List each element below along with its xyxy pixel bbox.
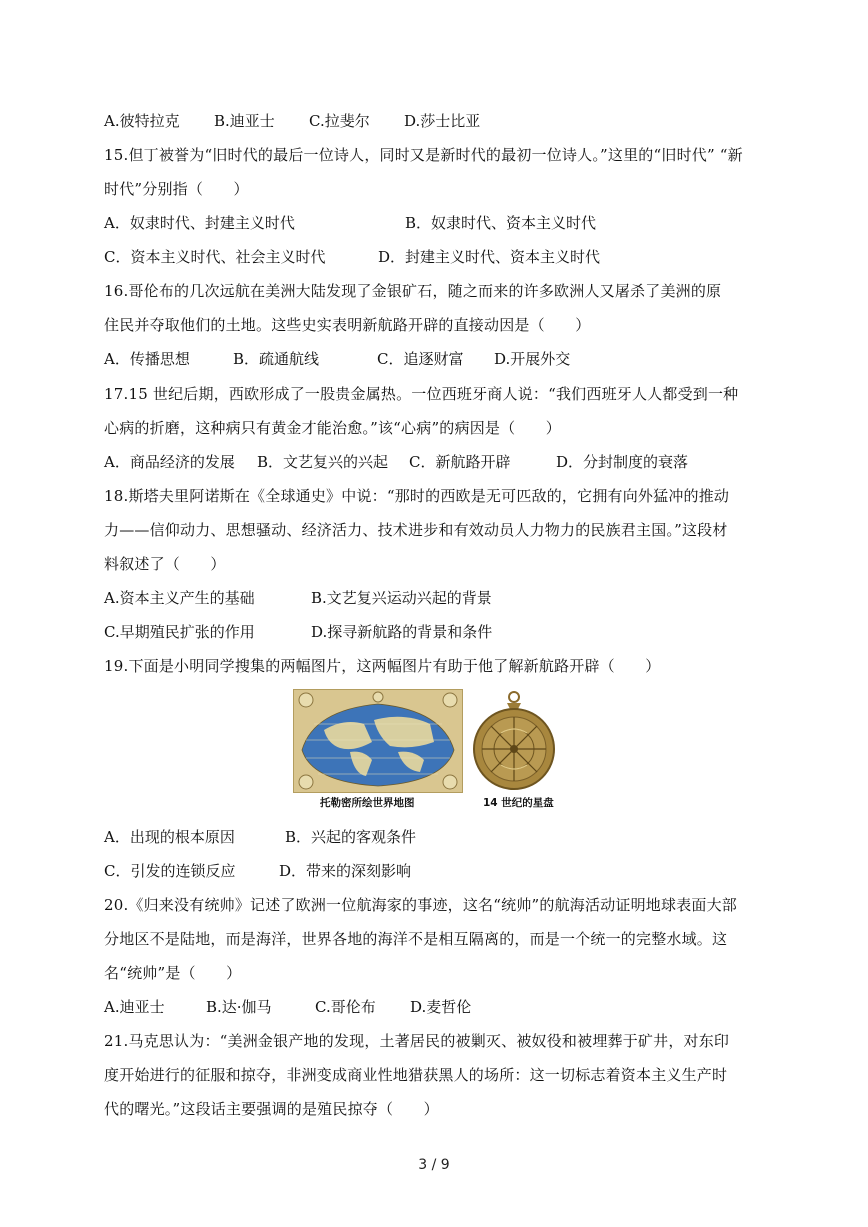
q20-option-b: B.达·伽马 bbox=[206, 998, 272, 1016]
q20-option-d: D.麦哲伦 bbox=[410, 998, 472, 1016]
q18-stem-line-1: 18.斯塔夫里阿诺斯在《全球通史》中说：“那时的西欧是无可匹敌的，它拥有向外猛冲的推动 bbox=[104, 487, 730, 505]
q16-stem-line-2: 住民并夺取他们的土地。这些史实表明新航路开辟的直接动因是（ ） bbox=[104, 316, 591, 334]
q15-option-a: A．奴隶时代、封建主义时代 bbox=[104, 214, 295, 232]
q20-stem-line-1: 20.《归来没有统帅》记述了欧洲一位航海家的事迹，这名“统帅”的航海活动证明地球表面大部 bbox=[104, 896, 737, 914]
q15-option-d: D．封建主义时代、资本主义时代 bbox=[378, 248, 601, 266]
q18-stem-line-2: 力——信仰动力、思想骚动、经济活力、技术进步和有效动员人力物力的民族君主国。”这段材 bbox=[104, 521, 728, 539]
q21-stem-line-3: 代的曙光。”这段话主要强调的是殖民掠夺（ ） bbox=[104, 1100, 439, 1118]
q16-option-d: D.开展外交 bbox=[494, 350, 571, 368]
q14-option-c: C.拉斐尔 bbox=[309, 112, 370, 130]
q15-option-c: C．资本主义时代、社会主义时代 bbox=[104, 248, 326, 266]
q15-stem-line-1: 15.但丁被誉为“旧时代的最后一位诗人，同时又是新时代的最初一位诗人。”这里的“旧时代” “新 bbox=[104, 146, 743, 164]
q16-option-b: B．疏通航线 bbox=[233, 350, 320, 368]
q19-option-a: A．出现的根本原因 bbox=[104, 828, 235, 846]
astrolabe-caption: 14 世纪的星盘 bbox=[483, 797, 554, 809]
q19-stem-line-1: 19.下面是小明同学搜集的两幅图片，这两幅图片有助于他了解新航路开辟（ ） bbox=[104, 657, 661, 675]
q14-option-b: B.迪亚士 bbox=[214, 112, 275, 130]
q19-option-c: C．引发的连锁反应 bbox=[104, 862, 236, 880]
q17-option-c: C．新航路开辟 bbox=[409, 453, 511, 471]
q20-option-c: C.哥伦布 bbox=[315, 998, 376, 1016]
q17-option-d: D．分封制度的衰落 bbox=[556, 453, 689, 471]
q16-option-c: C．追逐财富 bbox=[377, 350, 464, 368]
q16-stem-line-1: 16.哥伦布的几次远航在美洲大陆发现了金银矿石，随之而来的许多欧洲人又屠杀了美洲的原 bbox=[104, 282, 722, 300]
q17-option-a: A．商品经济的发展 bbox=[104, 453, 235, 471]
q18-option-d: D.探寻新航路的背景和条件 bbox=[311, 623, 493, 641]
q15-stem-line-2: 时代”分别指（ ） bbox=[104, 180, 249, 198]
astrolabe-image bbox=[471, 689, 557, 793]
q14-option-d: D.莎士比亚 bbox=[404, 112, 481, 130]
q17-stem-line-1: 17.15 世纪后期，西欧形成了一股贵金属热。一位西班牙商人说：“我们西班牙人人都受到一种 bbox=[104, 385, 739, 403]
q17-stem-line-2: 心病的折磨，这种病只有黄金才能治愈。”该“心病”的病因是（ ） bbox=[104, 419, 561, 437]
q15-option-b: B．奴隶时代、资本主义时代 bbox=[405, 214, 597, 232]
q20-option-a: A.迪亚士 bbox=[104, 998, 165, 1016]
q17-option-b: B．文艺复兴的兴起 bbox=[257, 453, 389, 471]
q19-option-d: D．带来的深刻影响 bbox=[279, 862, 412, 880]
q20-stem-line-3: 名“统帅”是（ ） bbox=[104, 964, 242, 982]
q19-option-b: B．兴起的客观条件 bbox=[285, 828, 417, 846]
q18-option-b: B.文艺复兴运动兴起的背景 bbox=[311, 589, 492, 607]
q16-option-a: A．传播思想 bbox=[104, 350, 190, 368]
q14-option-a: A.彼特拉克 bbox=[104, 112, 180, 130]
q21-stem-line-1: 21.马克思认为：“美洲金银产地的发现，土著居民的被剿灭、被奴役和被埋葬于矿井，对东印 bbox=[104, 1032, 730, 1050]
map-caption: 托勒密所绘世界地图 bbox=[320, 797, 415, 809]
q19-figures bbox=[293, 689, 593, 814]
q20-stem-line-2: 分地区不是陆地，而是海洋，世界各地的海洋不是相互隔离的，而是一个统一的完整水域。这 bbox=[104, 930, 728, 948]
q21-stem-line-2: 度开始进行的征服和掠夺，非洲变成商业性地猎获黑人的场所：这一切标志着资本主义生产时 bbox=[104, 1066, 728, 1084]
q18-option-c: C.早期殖民扩张的作用 bbox=[104, 623, 255, 641]
q18-stem-line-3: 料叙述了（ ） bbox=[104, 555, 226, 573]
world-map-image bbox=[293, 689, 463, 793]
q18-option-a: A.资本主义产生的基础 bbox=[104, 589, 255, 607]
page-number: 3 / 9 bbox=[418, 1157, 450, 1173]
